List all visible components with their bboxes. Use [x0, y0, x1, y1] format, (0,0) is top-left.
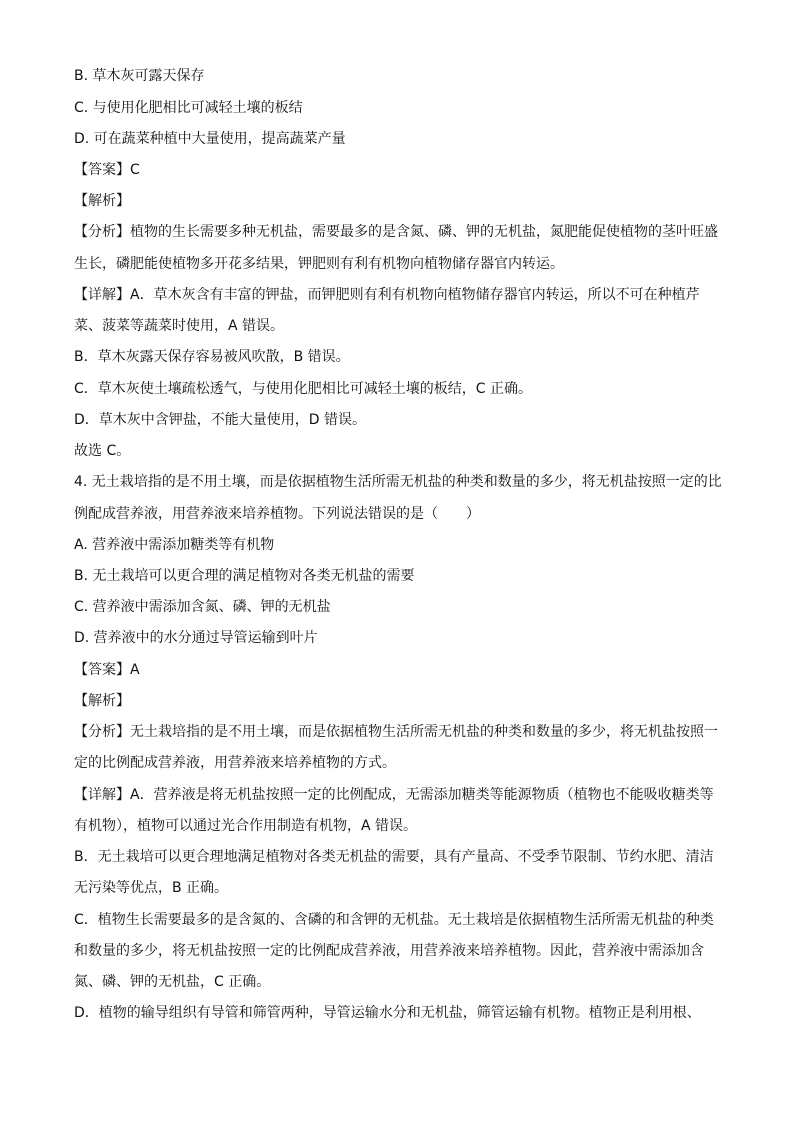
text-line: 4. 无土栽培指的是不用土壤，而是依据植物生活所需无机盐的种类和数量的多少，将无机盐按照一定的比: [74, 474, 722, 490]
text-line: 生长，磷肥能使植物多开花多结果，钾肥则有利有机物向植物储存器官内转运。: [74, 256, 564, 272]
text-line: 和数量的多少，将无机盐按照一定的比例配成营养液，用营养液来培养植物。因此，营养液中需添加含: [74, 943, 704, 959]
text-line: 【分析】植物的生长需要多种无机盐，需要最多的是含氮、磷、钾的无机盐，氮肥能促使植物的茎叶旺盛: [74, 224, 718, 240]
text-line: D．植物的输导组织有导管和筛管两种，导管运输水分和无机盐，筛管运输有机物。植物正是利用根、: [74, 1005, 701, 1021]
text-line: C．植物生长需要最多的是含氮的、含磷的和含钾的无机盐。无土栽培是依据植物生活所需无机盐的种类: [74, 912, 714, 928]
text-line: 【解析】: [74, 693, 130, 709]
text-line: D. 营养液中的水分通过导管运输到叶片: [74, 630, 318, 646]
text-line: 无污染等优点，B 正确。: [74, 880, 229, 896]
text-line: C. 营养液中需添加含氮、磷、钾的无机盐: [74, 599, 331, 615]
text-line: 【解析】: [74, 193, 130, 209]
text-line: A. 营养液中需添加糖类等有机物: [74, 537, 275, 553]
text-line: 例配成营养液，用营养液来培养植物。下列说法错误的是（ ）: [74, 506, 480, 522]
text-line: 有机物），植物可以通过光合作用制造有机物，A 错误。: [74, 818, 418, 834]
text-line: B．无土栽培可以更合理地满足植物对各类无机盐的需要，具有产量高、不受季节限制、节约水肥、清洁: [74, 849, 714, 865]
text-line: B. 无土栽培可以更合理的满足植物对各类无机盐的需要: [74, 568, 415, 584]
text-line: 【答案】A: [74, 662, 140, 678]
text-line: 【答案】C: [74, 162, 140, 178]
text-line: D. 可在蔬菜种植中大量使用，提高蔬菜产量: [74, 131, 346, 147]
text-line: 【详解】A．营养液是将无机盐按照一定的比例配成，无需添加糖类等能源物质（植物也不能吸收糖类等: [74, 787, 714, 803]
text-line: 【分析】无土栽培指的是不用土壤，而是依据植物生活所需无机盐的种类和数量的多少，将无机盐按照一: [74, 724, 718, 740]
text-line: 氮、磷、钾的无机盐，C 正确。: [74, 974, 271, 990]
text-line: D．草木灰中含钾盐，不能大量使用，D 错误。: [74, 412, 367, 428]
text-line: C．草木灰使土壤疏松透气，与使用化肥相比可减轻土壤的板结，C 正确。: [74, 381, 532, 397]
text-line: 故选 C。: [74, 443, 131, 459]
text-line: B．草木灰露天保存容易被风吹散，B 错误。: [74, 349, 350, 365]
text-line: 菜、菠菜等蔬菜时使用，A 错误。: [74, 318, 285, 334]
text-line: B. 草木灰可露天保存: [74, 68, 205, 84]
text-line: 【详解】A．草木灰含有丰富的钾盐，而钾肥则有利有机物向植物储存器官内转运，所以不可在种植芹: [74, 287, 700, 303]
text-line: C. 与使用化肥相比可减轻土壤的板结: [74, 100, 303, 116]
text-line: 定的比例配成营养液，用营养液来培养植物的方式。: [74, 755, 396, 771]
